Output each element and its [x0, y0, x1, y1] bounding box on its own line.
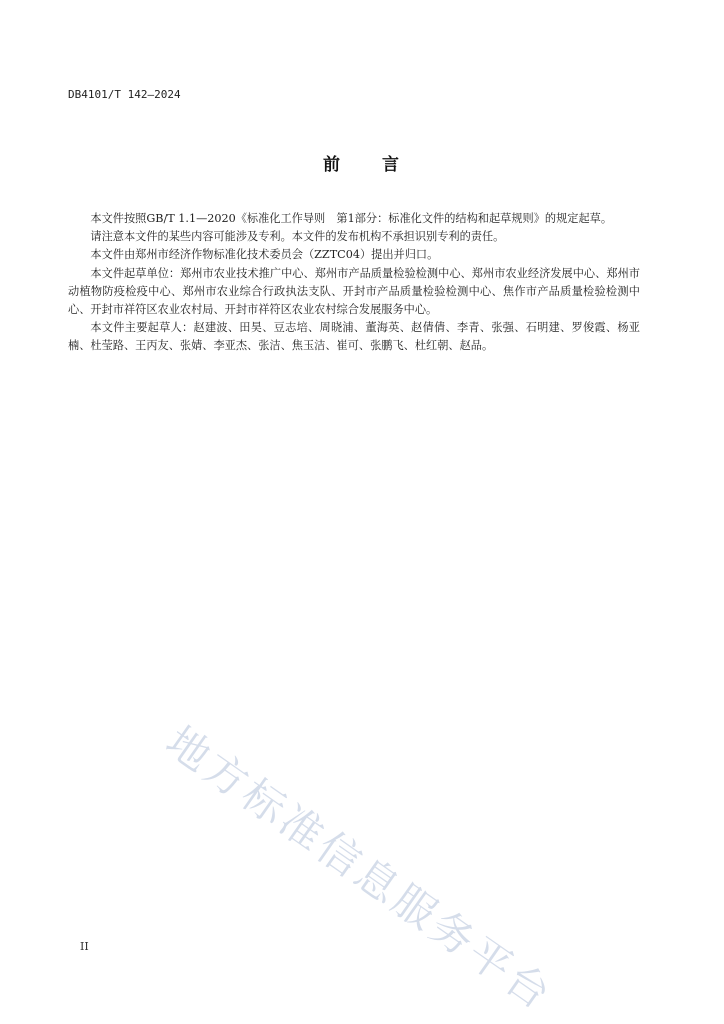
- paragraph-drafting-rules: 本文件按照GB/T 1.1—2020《标准化工作导则 第1部分：标准化文件的结构和起草规则》的规定起草。: [90, 212, 613, 225]
- title-char-1: 前: [323, 155, 342, 175]
- paragraph-proposer: 本文件由郑州市经济作物标准化技术委员会（ZZTC04）提出并归口。: [90, 248, 439, 262]
- paragraph-drafters: 本文件主要起草人：赵建波、田昊、豆志培、周晓浦、董海英、赵倩倩、李青、张强、石明建、罗俊霞、杨亚楠、杜莹路、王丙友、张婧、李亚杰、张洁、焦玉洁、崔可、张鹏飞、杜红朝、赵品。: [68, 321, 640, 353]
- page-title: [0, 150, 724, 175]
- page-number: II: [80, 940, 89, 953]
- title-char-2: 言: [382, 155, 401, 175]
- foreword-body: [68, 210, 640, 356]
- document-code: DB4101/T 142—2024: [68, 88, 181, 101]
- paragraph-patent-notice: 请注意本文件的某些内容可能涉及专利。本文件的发布机构不承担识别专利的责任。: [90, 230, 505, 244]
- paragraph-drafting-units: 本文件起草单位：郑州市农业技术推广中心、郑州市产品质量检验检测中心、郑州市农业经济发展中心、郑州市动植物防疫检疫中心、郑州市农业综合行政执法支队、开封市产品质量检验检测中心、焦作市产品质量检验检测中心、开封市祥符区农业农村局、开封市祥符区农业农村综合发展服务中心。: [68, 266, 640, 317]
- watermark: 地方标准信息服务平台: [157, 716, 563, 1021]
